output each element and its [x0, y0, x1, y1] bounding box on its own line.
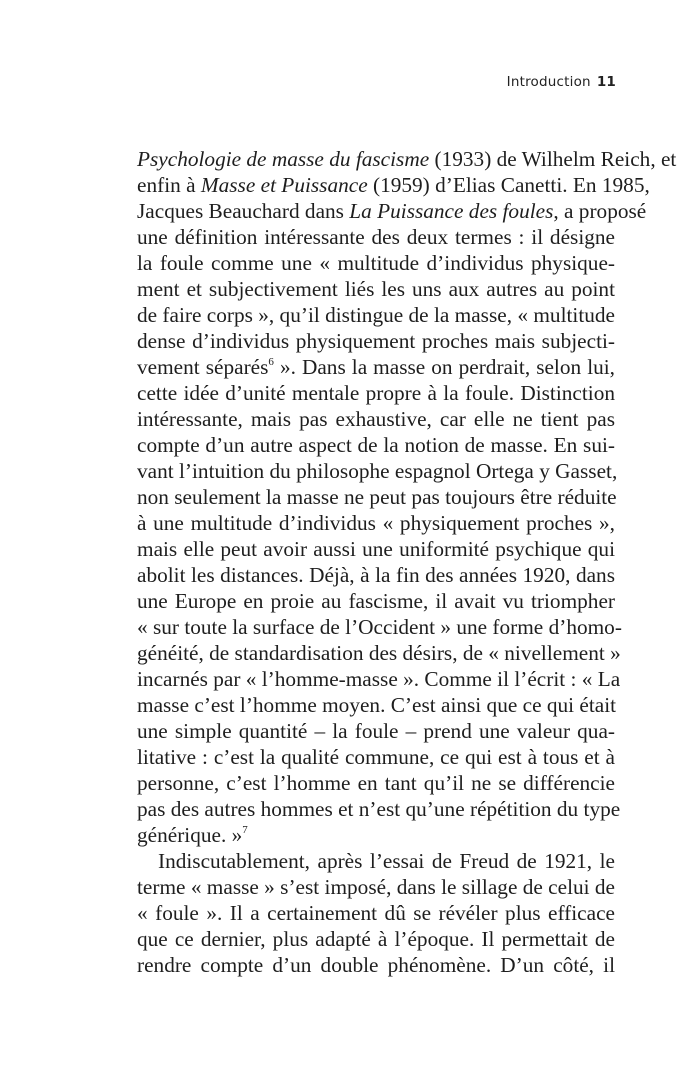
body-text — [137, 146, 677, 978]
text-run: masse c’est l’homme moyen. C’est ainsi que ce qui était — [137, 693, 617, 717]
text-run: personne, c’est l’homme en tant qu’il ne se différencie — [137, 771, 615, 795]
text-line — [137, 458, 618, 484]
text-run: la foule comme une « multitude d’individus physique- — [137, 251, 615, 275]
text-line — [137, 666, 621, 692]
text-run: vant l’intuition du philosophe espagnol Ortega y Gasset, — [137, 459, 618, 483]
text-line — [137, 718, 615, 744]
text-run: rendre compte d’un double phénomène. D’un côté, il — [137, 953, 615, 977]
text-run: de faire corps », qu’il distingue de la masse, « multitude — [137, 303, 615, 327]
text-line — [137, 250, 615, 276]
text-run: abolit les distances. Déjà, à la fin des années 1920, dans — [137, 563, 615, 587]
text-line — [137, 900, 615, 926]
italic-title: Psychologie de masse du fascisme — [137, 147, 430, 171]
italic-title: Masse et Puissance — [200, 173, 368, 197]
text-line — [137, 952, 615, 978]
text-run: ». Dans la masse on perdrait, selon lui, — [273, 355, 615, 379]
text-run: compte d’un autre aspect de la notion de masse. En sui- — [137, 433, 615, 457]
text-line — [137, 380, 615, 406]
text-run: « foule ». Il a certainement dû se révéler plus efficace — [137, 901, 615, 925]
text-line — [137, 276, 615, 302]
text-line — [137, 822, 615, 848]
text-run: « sur toute la surface de l’Occident » une forme d’homo- — [137, 615, 622, 639]
text-run: que ce dernier, plus adapté à l’époque. Il permettait de — [137, 927, 615, 951]
text-run: mais elle peut avoir aussi une uniformité psychique qui — [137, 537, 615, 561]
text-line — [137, 302, 615, 328]
page-number: 11 — [596, 74, 616, 90]
text-run: enfin à — [137, 173, 201, 197]
text-line — [137, 744, 615, 770]
text-run: dense d’individus physiquement proches mais subjecti- — [137, 329, 615, 353]
text-run: incarnés par « l’homme-masse ». Comme il l’écrit : « La — [137, 667, 621, 691]
text-line — [137, 926, 615, 952]
text-line — [137, 146, 677, 172]
text-run: à une multitude d’individus « physiquement proches », — [137, 511, 615, 535]
section-title: Introduction — [506, 74, 591, 90]
text-run: Jacques Beauchard dans — [137, 199, 350, 223]
text-run: intéressante, mais pas exhaustive, car elle ne tient pas — [137, 407, 615, 431]
text-line — [137, 536, 615, 562]
text-line — [137, 614, 622, 640]
text-run: litative : c’est la qualité commune, ce qui est à tous et à — [137, 745, 615, 769]
text-run: une définition intéressante des deux termes : il désigne — [137, 225, 615, 249]
text-line — [137, 172, 650, 198]
text-run: généité, de standardisation des désirs, de « nivellement » — [137, 641, 621, 665]
text-run: ment et subjectivement liés les uns aux autres au point — [137, 277, 615, 301]
text-line — [137, 198, 647, 224]
text-run: Indiscutablement, après l’essai de Freud de 1921, le — [158, 849, 615, 873]
text-line — [137, 874, 615, 900]
text-line — [137, 562, 615, 588]
running-header — [507, 74, 616, 90]
text-run: terme « masse » s’est imposé, dans le sillage de celui de — [137, 875, 615, 899]
text-run: (1933) de Wilhelm Reich, et — [429, 147, 677, 171]
text-run: pas des autres hommes et n’est qu’une répétition du type — [137, 797, 621, 821]
text-run: une simple quantité – la foule – prend une valeur qua- — [137, 719, 615, 743]
text-run: , a proposé — [553, 199, 647, 223]
text-line — [137, 588, 615, 614]
text-line — [137, 640, 621, 666]
text-line — [137, 354, 615, 380]
italic-title: La Puissance des foules — [349, 199, 554, 223]
text-line — [137, 328, 615, 354]
text-run: cette idée d’unité mentale propre à la foule. Distinction — [137, 381, 615, 405]
text-run: non seulement la masse ne peut pas toujours être réduite — [137, 485, 617, 509]
text-line — [137, 770, 615, 796]
text-run: (1959) d’Elias Canetti. En 1985, — [367, 173, 650, 197]
footnote-ref: 7 — [242, 824, 248, 836]
footnote-ref: 6 — [268, 356, 274, 368]
text-run: une Europe en proie au fascisme, il avait vu triompher — [137, 589, 615, 613]
text-line — [137, 692, 615, 718]
text-line — [137, 224, 615, 250]
text-run: générique. » — [137, 823, 243, 847]
text-line — [137, 432, 615, 458]
text-line — [137, 510, 615, 536]
text-line — [137, 484, 615, 510]
text-run: vement séparés — [137, 355, 269, 379]
text-line — [137, 848, 615, 874]
text-line — [137, 796, 621, 822]
text-line — [137, 406, 615, 432]
